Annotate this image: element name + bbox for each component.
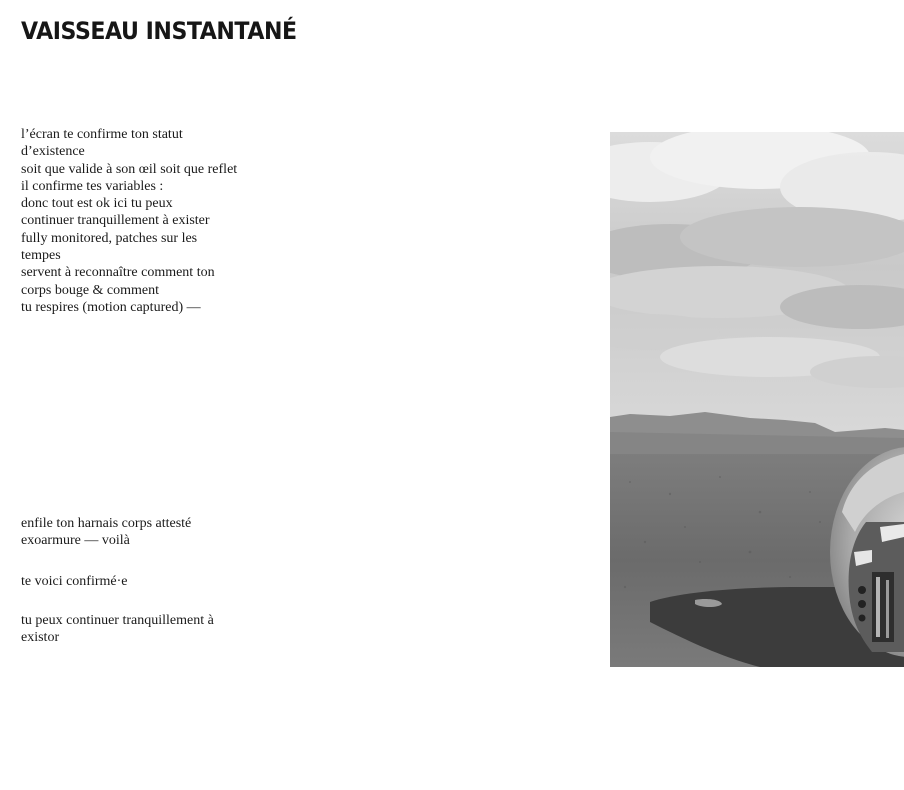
- poem-line: l’écran te confirme ton statut: [21, 127, 183, 142]
- poem-line: existor: [21, 630, 60, 646]
- poem-line: te voici confirmé·e: [21, 574, 128, 589]
- poem-line: tempes: [21, 248, 61, 264]
- poem-line: servent à reconnaître comment ton: [21, 265, 215, 281]
- clouds: [610, 132, 904, 388]
- poem-line: continuer tranquillement à exister: [21, 213, 210, 229]
- poem-line: soit que valide à son œil soit que reflet: [21, 161, 238, 177]
- poem-stanza-4: [21, 612, 214, 647]
- poem-stanza-2: [21, 515, 191, 550]
- poem-line: exoarmure — voilà: [21, 533, 130, 549]
- poem-line: corps bouge & comment: [21, 282, 160, 298]
- poem-line: d’existence: [21, 144, 85, 160]
- desert-wreck-photo: [610, 132, 904, 667]
- photo-illustration: [610, 132, 904, 667]
- poem-line: tu respires (motion captured) —: [21, 299, 201, 315]
- poem-line: tu peux continuer tranquillement à: [21, 613, 214, 628]
- page-title: VAISSEAU INSTANTANÉ: [21, 17, 297, 45]
- poem-stanza-3: [21, 573, 128, 590]
- poem-line: fully monitored, patches sur les: [21, 230, 198, 246]
- poem-line: il confirme tes variables :: [21, 178, 164, 194]
- poem-stanza-1: [21, 126, 237, 316]
- poem-line: donc tout est ok ici tu peux: [21, 196, 173, 212]
- poem-line: enfile ton harnais corps attesté: [21, 516, 192, 531]
